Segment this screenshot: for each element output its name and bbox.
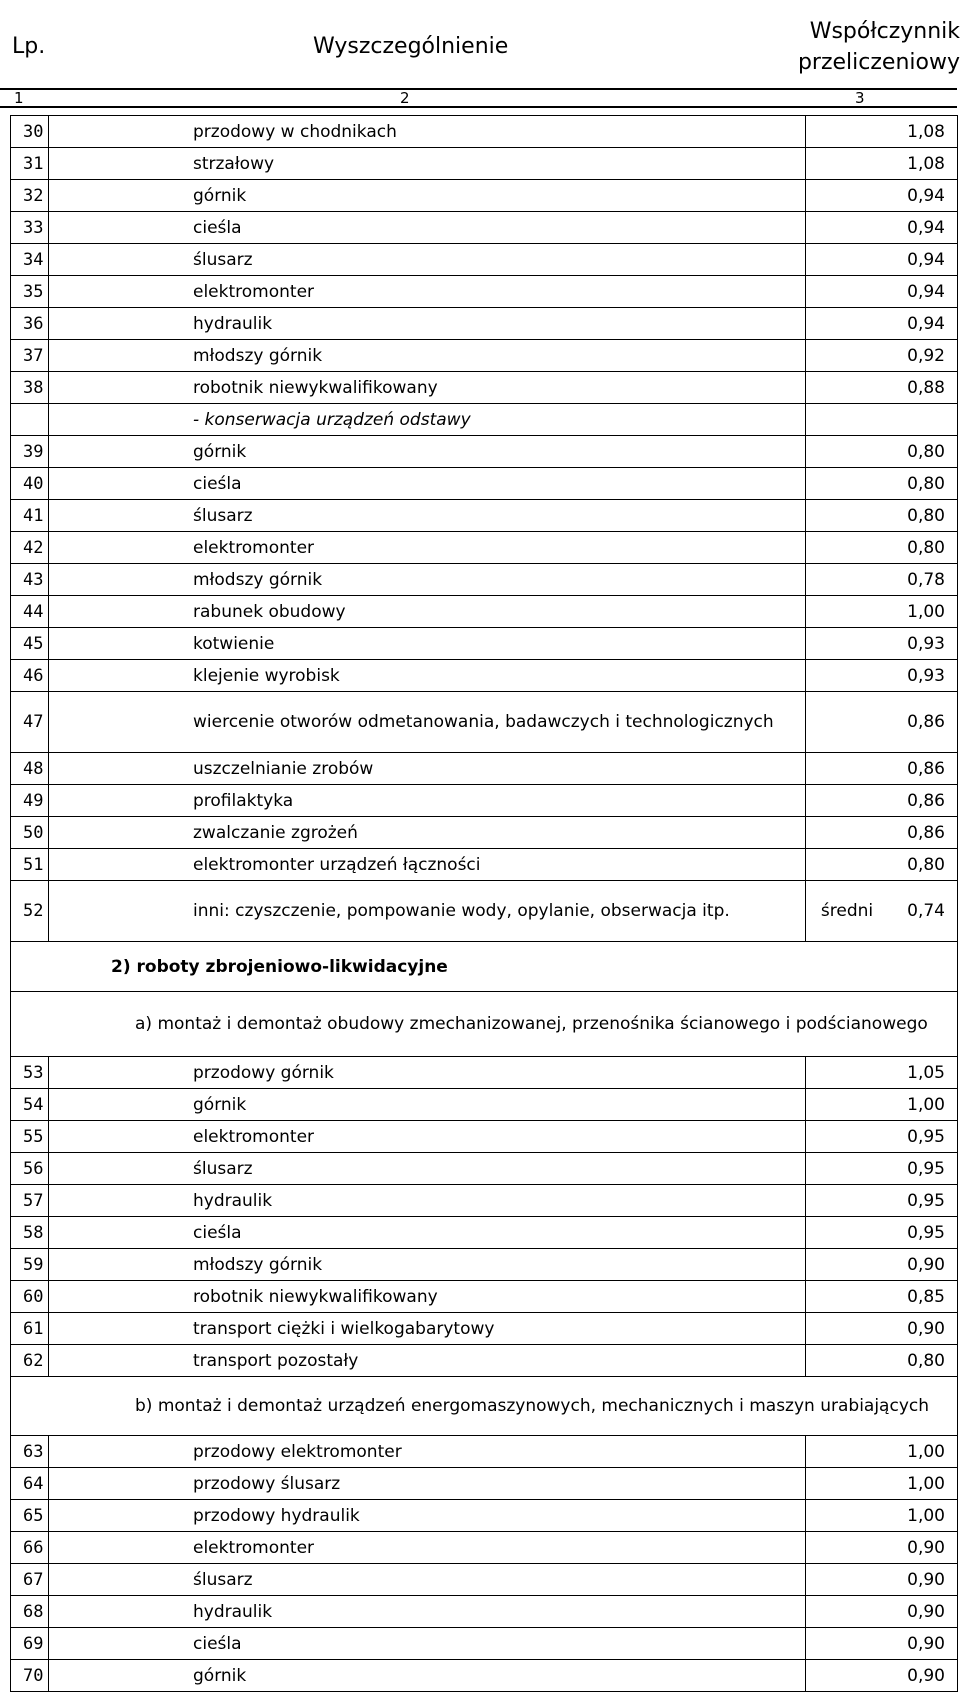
row-number: 64 [11,1468,49,1500]
table-row [11,628,958,660]
column-number-1: 1 [14,89,24,107]
row-coefficient [806,1121,958,1153]
table-row [11,1313,958,1345]
row-description: klejenie wyrobisk [49,660,806,692]
coefficient-value: 1,00 [907,1441,945,1462]
row-description: młodszy górnik [49,340,806,372]
row-coefficient [806,1153,958,1185]
coefficient-value: 0,78 [907,569,945,590]
row-coefficient [806,180,958,212]
table-row [11,244,958,276]
row-description: przodowy hydraulik [49,1500,806,1532]
subsection-a: a) montaż i demontaż obudowy zmechanizowanej, przenośnika ścianowego i podścianowego [11,992,958,1057]
row-number: 42 [11,532,49,564]
row-coefficient [806,1185,958,1217]
coefficient-value: 0,90 [907,1665,945,1686]
row-coefficient [806,1564,958,1596]
coefficient-value: 0,95 [907,1158,945,1179]
row-coefficient [806,212,958,244]
table-row [11,785,958,817]
row-number: 53 [11,1057,49,1089]
row-number: 52 [11,881,49,942]
average-label: średni [820,901,874,921]
row-number: 49 [11,785,49,817]
row-number: 68 [11,1596,49,1628]
header-lp: Lp. [12,34,46,59]
row-description: ślusarz [49,1153,806,1185]
row-description: młodszy górnik [49,1249,806,1281]
row-description: górnik [49,436,806,468]
row-description: kotwienie [49,628,806,660]
coefficient-value: 0,90 [907,1633,945,1654]
coefficient-value: 0,90 [907,1254,945,1275]
row-coefficient [806,1281,958,1313]
row-coefficient [806,1468,958,1500]
row-coefficient [806,1217,958,1249]
table-row [11,564,958,596]
coefficient-value: 0,92 [907,345,945,366]
section-title: 2) roboty zbrojeniowo-likwidacyjne [11,942,958,992]
table-row [11,116,958,148]
row-number: 48 [11,753,49,785]
table-row [11,532,958,564]
row-description: ślusarz [49,244,806,276]
row-number: 65 [11,1500,49,1532]
row-description: elektromonter urządzeń łączności [49,849,806,881]
coefficient-value: 0,86 [907,822,945,843]
coefficient-value: 1,00 [907,1505,945,1526]
row-description: robotnik niewykwalifikowany [49,1281,806,1313]
row-description: transport pozostały [49,1345,806,1377]
row-coefficient [806,849,958,881]
row-number: 43 [11,564,49,596]
row-coefficient [806,596,958,628]
row-number: 41 [11,500,49,532]
row-coefficient [806,1436,958,1468]
coefficient-value: 0,94 [907,249,945,270]
row-number: 56 [11,1153,49,1185]
row-number: 44 [11,596,49,628]
table-row [11,596,958,628]
coefficient-value: 0,90 [907,1537,945,1558]
table-row [11,148,958,180]
coefficient-value: 0,80 [907,473,945,494]
row-number: 70 [11,1660,49,1692]
row-coefficient [806,660,958,692]
row-number: 30 [11,116,49,148]
row-description: rabunek obudowy [49,596,806,628]
table-row [11,1532,958,1564]
row-description: przodowy ślusarz [49,1468,806,1500]
coefficient-value: 0,94 [907,185,945,206]
header-coefficient-line2: przeliczeniowy [797,50,960,75]
row-coefficient [806,1313,958,1345]
row-number: 54 [11,1089,49,1121]
row-coefficient [806,436,958,468]
row-description: - konserwacja urządzeń odstawy [49,404,806,436]
coefficient-value: 0,80 [907,441,945,462]
row-coefficient [806,468,958,500]
row-description: elektromonter [49,276,806,308]
row-number: 31 [11,148,49,180]
header-coefficient-line1: Współczynnik [809,19,960,44]
row-coefficient [806,1596,958,1628]
column-number-2: 2 [400,89,410,107]
row-number: 57 [11,1185,49,1217]
table-row [11,881,958,942]
row-number: 66 [11,1532,49,1564]
coefficient-value: 0,80 [907,854,945,875]
row-coefficient [806,1660,958,1692]
subsection-a-row [11,992,958,1057]
coefficient-value: 1,08 [907,121,945,142]
header-coefficient [775,16,960,78]
row-description: uszczelnianie zrobów [49,753,806,785]
row-number: 45 [11,628,49,660]
row-coefficient [806,276,958,308]
coefficient-value: 1,05 [907,1062,945,1083]
table-row [11,340,958,372]
table-row [11,1249,958,1281]
row-number: 61 [11,1313,49,1345]
row-coefficient [806,564,958,596]
row-coefficient [806,1089,958,1121]
row-description: cieśla [49,468,806,500]
row-coefficient [806,532,958,564]
row-coefficient [806,372,958,404]
table-row [11,212,958,244]
coefficient-value: 0,90 [907,1318,945,1339]
row-number: 37 [11,340,49,372]
table-row [11,753,958,785]
row-number: 32 [11,180,49,212]
row-description: przodowy górnik [49,1057,806,1089]
coefficient-value: 0,85 [907,1286,945,1307]
table-row [11,660,958,692]
row-description: górnik [49,180,806,212]
row-number: 63 [11,1436,49,1468]
row-description: ślusarz [49,1564,806,1596]
row-description: górnik [49,1660,806,1692]
table-row [11,1500,958,1532]
row-coefficient [806,628,958,660]
row-number: 59 [11,1249,49,1281]
coefficient-value: 0,90 [907,1601,945,1622]
row-coefficient [806,817,958,849]
row-number: 51 [11,849,49,881]
coefficient-value: 0,88 [907,377,945,398]
table-row [11,436,958,468]
row-number: 60 [11,1281,49,1313]
row-coefficient [806,340,958,372]
row-coefficient [806,785,958,817]
table-row [11,817,958,849]
coefficient-value: 0,95 [907,1222,945,1243]
table-row [11,276,958,308]
table-row [11,1153,958,1185]
subsection-b-row [11,1377,958,1436]
coefficient-value: 0,95 [907,1190,945,1211]
row-description: elektromonter [49,532,806,564]
row-number: 35 [11,276,49,308]
coefficient-value: 0,90 [907,1569,945,1590]
row-number: 34 [11,244,49,276]
coefficient-value: 0,94 [907,217,945,238]
row-number: 50 [11,817,49,849]
row-description: wiercenie otworów odmetanowania, badawczych i technologicznych [49,692,806,753]
table-header [0,0,960,94]
row-description: profilaktyka [49,785,806,817]
row-description: robotnik niewykwalifikowany [49,372,806,404]
column-number-3: 3 [855,89,865,107]
row-description: hydraulik [49,1185,806,1217]
coefficient-value: 1,00 [907,1094,945,1115]
table-row [11,1057,958,1089]
table-row [11,849,958,881]
row-description: zwalczanie zgrożeń [49,817,806,849]
table-row [11,1185,958,1217]
table-row [11,1217,958,1249]
row-coefficient [806,308,958,340]
row-number: 46 [11,660,49,692]
table-row [11,1468,958,1500]
row-coefficient [806,881,958,942]
coefficient-value: 0,93 [907,633,945,654]
coefficient-value: 0,80 [907,505,945,526]
row-coefficient [806,500,958,532]
row-coefficient [806,244,958,276]
coefficient-value: 0,94 [907,313,945,334]
table-row [11,500,958,532]
row-description: cieśla [49,1628,806,1660]
row-coefficient [806,1628,958,1660]
coefficient-value: 0,80 [907,1350,945,1371]
table-row [11,1564,958,1596]
table-row [11,1281,958,1313]
coefficient-value: 0,86 [907,758,945,779]
row-number: 67 [11,1564,49,1596]
table-row [11,692,958,753]
row-number [11,404,49,436]
table-row [11,1345,958,1377]
table-row [11,308,958,340]
coefficient-value: 1,00 [907,601,945,622]
row-number: 69 [11,1628,49,1660]
row-description: hydraulik [49,308,806,340]
row-coefficient [806,692,958,753]
table-row [11,468,958,500]
row-description: inni: czyszczenie, pompowanie wody, opylanie, obserwacja itp. [49,881,806,942]
row-number: 62 [11,1345,49,1377]
row-description: przodowy elektromonter [49,1436,806,1468]
coefficient-value: 1,08 [907,153,945,174]
column-number-row [0,88,957,108]
coefficient-value: 0,80 [907,537,945,558]
row-description: strzałowy [49,148,806,180]
row-description: transport ciężki i wielkogabarytowy [49,1313,806,1345]
coefficient-value: 0,74 [907,901,945,921]
row-description: górnik [49,1089,806,1121]
row-number: 36 [11,308,49,340]
row-coefficient [806,1532,958,1564]
table-row [11,404,958,436]
table-row [11,1121,958,1153]
row-description: ślusarz [49,500,806,532]
coefficient-value: 0,86 [907,712,945,732]
coefficient-table [10,115,958,1692]
row-description: przodowy w chodnikach [49,116,806,148]
row-number: 39 [11,436,49,468]
row-coefficient [806,148,958,180]
row-coefficient [806,1249,958,1281]
row-coefficient [806,404,958,436]
coefficient-value: 0,93 [907,665,945,686]
row-number: 38 [11,372,49,404]
row-number: 40 [11,468,49,500]
row-description: cieśla [49,1217,806,1249]
row-coefficient [806,116,958,148]
table-row [11,1628,958,1660]
coefficient-value: 0,86 [907,790,945,811]
table-row [11,372,958,404]
row-number: 33 [11,212,49,244]
row-coefficient [806,1345,958,1377]
row-description: elektromonter [49,1532,806,1564]
row-number: 47 [11,692,49,753]
row-coefficient [806,1500,958,1532]
row-coefficient [806,1057,958,1089]
section-title-row [11,942,958,992]
table-row [11,1089,958,1121]
coefficient-value: 0,95 [907,1126,945,1147]
row-number: 58 [11,1217,49,1249]
row-description: młodszy górnik [49,564,806,596]
row-description: cieśla [49,212,806,244]
row-coefficient [806,753,958,785]
subsection-b: b) montaż i demontaż urządzeń energomaszynowych, mechanicznych i maszyn urabiających [11,1377,958,1436]
row-description: elektromonter [49,1121,806,1153]
table-row [11,1596,958,1628]
table-row [11,1660,958,1692]
coefficient-value: 1,00 [907,1473,945,1494]
coefficient-value: 0,94 [907,281,945,302]
table-row [11,1436,958,1468]
row-number: 55 [11,1121,49,1153]
table-row [11,180,958,212]
row-description: hydraulik [49,1596,806,1628]
header-description: Wyszczególnienie [313,34,509,59]
